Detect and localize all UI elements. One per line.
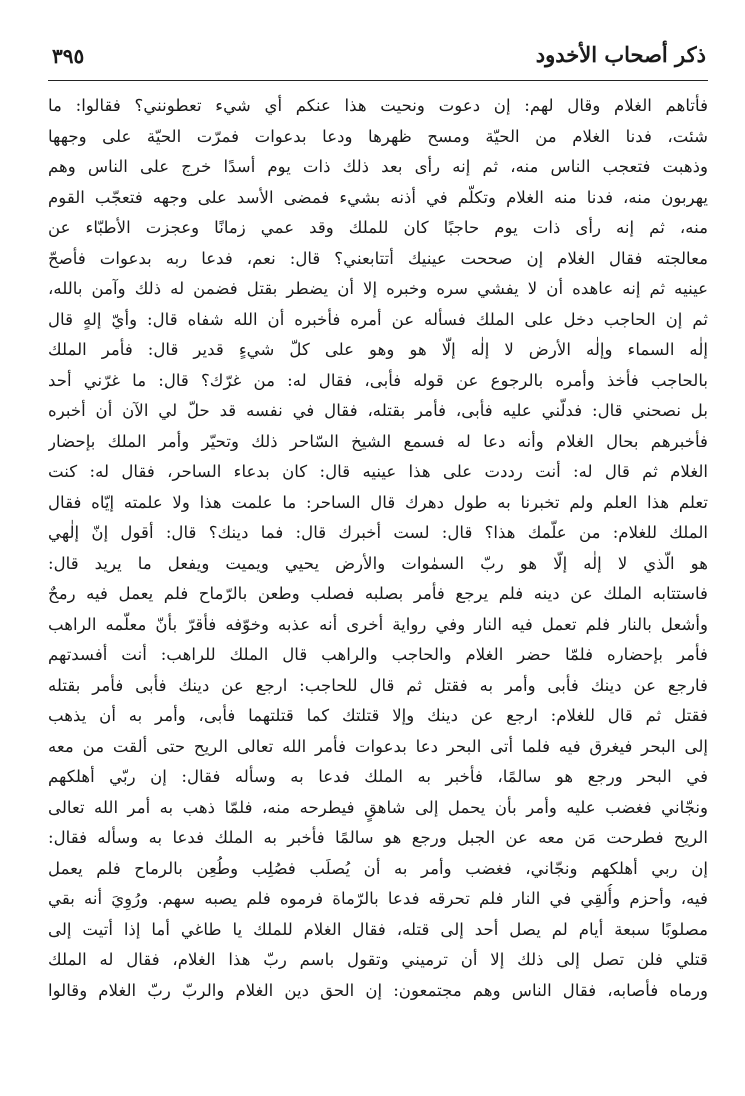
text-line: الريح فطرحت مَن معه عن الجبل ورجع هو سالمًا فأخبر به الملك فدعا به وسأله فقال: (48, 828, 708, 847)
text-line: الملك للغلام: من علّمك هذا؟ قال: لست أخبرك قال: فما دينك؟ قال: أقول إنّ إلٰهي (48, 523, 708, 542)
text-line: إلٰه السماء وإلٰه الأرض لا إلٰه إلّا هو وهو على كلّ شيءٍ قدير قال: فأمر الملك (48, 340, 708, 359)
text-line: بالحاجب فأخذ وأمره بالرجوع عن قوله فأبى، فقال له: من غرّك؟ قال: ما غرّني أحد (48, 370, 708, 390)
text-line: إن ربي أهلكهم ونجّاني، فغضب وأمر به أن يُصلَب فصُلِب وطُعِن بالرماح فلم يعمل (48, 858, 708, 878)
text-line: ونجّاني فغضب عليه وأمر بأن يحمل إلى شاهقٍ فيطرحه منه، فلمّا ذهب به أمر الله تعالى (48, 797, 708, 817)
page-header (48, 38, 708, 81)
text-line: بل نصحني قال: فدلّني عليه فأبى، فأمر بقتله، فقال في نفسه قد حلّ لي الآن أن أخبره (48, 401, 708, 420)
text-line: ورماه فأصابه، فقال الناس وهم مجتمعون: إن الحق دين الغلام والربّ ربّ الغلام وقالوا (48, 980, 708, 1000)
text-line: يهربون منه، فدنا منه الغلام وتكلّم في أذنه بشيء فمضى الأسد على وجهه فتعجّب القوم (48, 187, 708, 207)
body-text (48, 91, 708, 1006)
text-line: فأمر بإحضاره فلمّا حضر الغلام والحاجب والراهب قال الملك للراهب: أنت أفسدتهم (48, 645, 708, 664)
text-line: الغلام ثم قال له: أنت رددت على هذا عينيه قال: كان بدعاء الساحر، فقال له: كنت (48, 462, 708, 481)
text-line: تعلم هذا العلم ولم تخبرنا به طول دهرك قال الساحر: ما علمت هذا ولا علمته إيّاه فقال (48, 492, 708, 512)
text-line: ثم إن الحاجب دخل على الملك فسأله عن أمره فأخبره أن الله شفاه قال: وأيّ إلهٍ قال (48, 309, 708, 329)
text-line: وذهبت فتعجب الناس منه، ثم إنه رأى بعد ذلك ذات يوم أسدًا خرج على الناس وهم (48, 157, 708, 176)
running-title: ذكر أصحاب الأخدود (535, 42, 706, 67)
text-line: فقتل ثم قال للغلام: ارجع عن دينك وإلا قتلتك كما قتلتهما فأبى، وأمر به أن يذهب (48, 706, 708, 725)
text-line: فاستتابه الملك عن دينه فلم يرجع فأمر بصلبه فصلب وطعن بالرّماح فلم يعمل فيه رمحٌ (48, 584, 708, 603)
book-page (48, 38, 708, 1006)
text-line: فأتاهم الغلام وقال لهم: إن دعوت ونحيت هذا عنكم أي شيء تعطونني؟ فقالوا: ما (48, 96, 708, 115)
text-line: شئت، فدنا الغلام من الحيّة ومسح ظهرها ودعا بدعوات فمرّت الحيّة على وجهها (48, 126, 708, 146)
text-line: معالجته فقال الغلام إن صححت عينيك أتتابعني؟ قال: نعم، فدعا ربه بدعوات فأصحّ (48, 248, 708, 268)
text-line: إلى البحر فيغرق فيه فلما أتى البحر دعا بدعوات فأمر الله تعالى الريح حتى ألقت من معه (48, 736, 708, 756)
text-line: فأخبرهم بحال الغلام وأنه دعا له فسمع الشيخ السّاحر ذلك وتحيّر وأمر الملك بإحضار (48, 431, 708, 451)
text-line: عينيه ثم إنه عاهده أن لا يفشي سره وخبره إلا أن يضطر بقتل فضمن له ذلك وآمن بالله، (48, 279, 708, 298)
text-line: فيه، وأحزم وأُلقِي في النار فلم تحرقه فدعا بالرّماة فرموه فلم يصبه سهم. ورُوِيَ أنه بقي (48, 889, 708, 908)
text-line: فارجع عن دينك فأبى وأمر به فقتل ثم قال للحاجب: ارجع عن دينك فأبى فأمر بقتله (48, 675, 708, 695)
text-line: منه، ثم إنه رأى ذات يوم حاجبًا كان للملك وقد عمي زمانًا وعجزت الأطبّاء عن (48, 218, 708, 237)
text-line: قتلي فلن تصل إلى ذلك إلا أن ترميني وتقول باسم ربّ هذا الغلام، فقال له الملك (48, 950, 708, 969)
text-line: مصلوبًا سبعة أيام لم يصل أحد إلى قتله، فقال الغلام للملك يا طاغي أما إذا أتيت إلى (48, 919, 708, 939)
text-line: وأشعل بالنار فلم تعمل فيه النار وفي رواية أخرى أنه عذبه وخوّفه فأقرّ بأنّ معلّمه الراهب (48, 614, 708, 634)
text-line: هو الّذي لا إلٰه إلّا هو ربّ السمٰوات والأرض يحيي ويميت ويفعل ما يريد قال: (48, 553, 708, 573)
page-number: ٣٩٥ (52, 44, 85, 68)
text-line: في البحر ورجع هو سالمًا، فأخبر به الملك فدعا به وسأله فقال: إن ربّي أهلكهم (48, 767, 708, 786)
